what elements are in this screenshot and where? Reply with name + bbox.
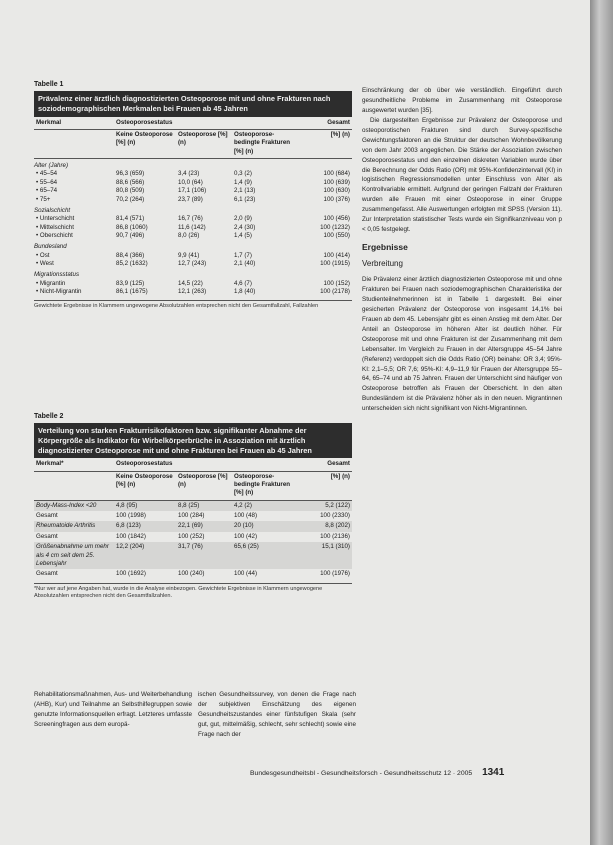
cell-osteoporose: 9,9 (41) xyxy=(178,251,200,259)
cell-gesamt: 100 (1976) xyxy=(320,570,350,578)
row-label: Body-Mass-Index <20 xyxy=(36,501,97,509)
table-row xyxy=(34,187,352,195)
row-label: Gesamt xyxy=(36,512,58,520)
cell-keine: 4,8 (95) xyxy=(116,501,138,509)
table-1-header xyxy=(34,117,352,130)
cell-gesamt: 100 (2178) xyxy=(320,288,350,296)
subheader-frakturen: Osteoporose-bedingte Frakturen [%] (n) xyxy=(234,472,291,497)
cell-keine: 96,3 (659) xyxy=(116,170,145,178)
cell-keine: 100 (1692) xyxy=(116,570,146,578)
cell-gesamt: 100 (2330) xyxy=(320,512,350,520)
cell-frakturen: 4,2 (2) xyxy=(234,501,252,509)
row-label: • Migrantin xyxy=(36,279,66,287)
header-status: Osteoporosestatus xyxy=(116,118,173,126)
cell-osteoporose: 22,1 (69) xyxy=(178,522,203,530)
row-label: • 75+ xyxy=(36,195,51,203)
cell-osteoporose: 10,0 (64) xyxy=(178,178,203,186)
cell-frakturen: 100 (44) xyxy=(234,570,258,578)
table-1-caption: Tabelle 1 xyxy=(34,81,64,88)
cell-gesamt: 100 (630) xyxy=(323,187,350,195)
table-row xyxy=(34,232,352,240)
cell-osteoporose: 100 (252) xyxy=(178,532,205,540)
subheader-gesamt: [%] (n) xyxy=(330,131,350,139)
cell-frakturen: 4,6 (7) xyxy=(234,279,252,287)
cell-frakturen: 1,8 (40) xyxy=(234,288,256,296)
cell-frakturen: 1,7 (7) xyxy=(234,251,252,259)
table-2-caption: Tabelle 2 xyxy=(34,413,64,420)
row-label: • Nicht-Migrantin xyxy=(36,288,82,296)
subheader-osteoporose: Osteoporose [%] (n) xyxy=(178,131,228,147)
group-label: Migrationsstatus xyxy=(34,271,80,279)
cell-gesamt: 100 (376) xyxy=(323,195,350,203)
table-row xyxy=(34,179,352,187)
section-subheading: Verbreitung xyxy=(362,259,403,269)
paragraph: Die dargestellten Ergebnisse zur Prävalenz der Osteoporose und osteoporotischen Frakturen sind durch Survey-spezifische Gewichtungsfaktoren an die Struktur der deutschen Wohnbevölkerung von dem Jahr 2003 angeglichen. Die Stärke der Assoziation zwischen Osteoporosestatus und den einzelnen diskreten Variablen wurde über die Berechnung der Odds Ratio (OR) mit 95%-Konfidenzintervall (KI) in logistischen Regressionsmodellen unter Einschluss von Alter als Kontrollvariable ermittelt. Aufgrund der geringen Fallzahl der Frakturen wurden alle Frauen mit einer Osteoporose in einer Gruppe zusammengefasst. Alle Auswertungen erfolgten mit SPSS (Version 11). Zur Interpretation statistischer Tests wurde ein Signifikanzniveau von p < 0,05 festgelegt. xyxy=(362,116,562,234)
table-2-body xyxy=(34,501,352,580)
table-2 xyxy=(34,412,352,601)
group-label: Alter (Jahre) xyxy=(34,162,69,170)
cell-gesamt: 15,1 (310) xyxy=(321,543,350,551)
cell-frakturen: 2,4 (30) xyxy=(234,223,256,231)
table-1-subheader xyxy=(34,130,352,159)
cell-gesamt: 100 (550) xyxy=(323,232,350,239)
subheader-gesamt: [%] (n) xyxy=(330,472,350,480)
table-1 xyxy=(34,80,352,310)
table-1-note: Gewichtete Ergebnisse in Klammern ungewogene Absolutzahlen entsprechen nicht den Gesamtfallzahl, Fallzahlen xyxy=(34,300,352,311)
header-merkmal: Merkmal* xyxy=(36,460,64,468)
cell-osteoporose: 12,1 (263) xyxy=(178,288,207,296)
table-row xyxy=(34,196,352,204)
cell-gesamt: 100 (2136) xyxy=(320,532,350,540)
table-row xyxy=(34,569,352,579)
subheader-keine: Keine Osteoporose [%] (n) xyxy=(116,472,173,489)
cell-frakturen: 2,1 (13) xyxy=(234,187,256,195)
cell-frakturen: 100 (42) xyxy=(234,532,258,540)
group-label: Sozialschicht xyxy=(34,206,71,214)
cell-keine: 85,2 (1632) xyxy=(116,260,148,268)
right-text-column xyxy=(362,86,562,414)
cell-frakturen: 100 (48) xyxy=(234,512,258,520)
cell-osteoporose: 100 (284) xyxy=(178,512,205,520)
subheader-osteoporose: Osteoporose [%] (n) xyxy=(178,472,228,489)
table-row xyxy=(34,252,352,260)
table-1-body xyxy=(34,162,352,296)
cell-frakturen: 2,0 (9) xyxy=(234,215,252,223)
cell-keine: 86,8 (1060) xyxy=(116,223,148,231)
row-label: • Ost xyxy=(36,251,50,259)
row-label: Größenabnahme um mehr als 4 cm seit dem 25. Lebensjahr xyxy=(36,543,109,567)
cell-keine: 80,8 (509) xyxy=(116,187,145,195)
table-row xyxy=(34,280,352,288)
cell-keine: 100 (1842) xyxy=(116,532,146,540)
table-row xyxy=(34,501,352,511)
cell-osteoporose: 16,7 (76) xyxy=(178,215,203,223)
row-label: • West xyxy=(36,260,54,268)
row-label: Rheumatoide Arthritis xyxy=(36,522,96,530)
subheader-keine: Keine Osteoporose [%] (n) xyxy=(116,131,173,147)
cell-frakturen: 1,4 (5) xyxy=(234,232,252,239)
row-label: • Oberschicht xyxy=(36,232,73,239)
row-label: • 45–54 xyxy=(36,170,58,178)
table-2-note: *Nur wer auf jene Angaben hat, wurde in die Analyse einbezogen. Gewichtete Ergebnisse in Klammern ungewogene Absolutzahlen entsprechen nicht den Gesamtfallzahlen. xyxy=(34,583,352,601)
cell-frakturen: 65,6 (25) xyxy=(234,543,259,551)
cell-frakturen: 1,4 (9) xyxy=(234,178,252,186)
cell-osteoporose: 17,1 (106) xyxy=(178,187,207,195)
cell-keine: 12,2 (204) xyxy=(116,543,145,551)
cell-keine: 90,7 (496) xyxy=(116,232,145,239)
cell-gesamt: 100 (456) xyxy=(323,215,350,223)
bottom-text-right: ischen Gesundheitssurvey, von denen die Frage nach der subjektiven Einschätzung des eigenen Gesundheitszustandes einer fünfstufigen Skala (sehr gut, gut, mittelmäßig, schlecht, sehr schlecht) sowie eine Frage nach der xyxy=(198,691,356,738)
page-edge-shadow xyxy=(590,0,613,845)
header-merkmal: Merkmal xyxy=(36,118,62,126)
row-label: • 65–74 xyxy=(36,187,58,195)
cell-keine: 88,6 (566) xyxy=(116,178,145,186)
cell-osteoporose: 8,8 (25) xyxy=(178,501,200,509)
page-footer xyxy=(250,767,570,778)
paragraph: Die Prävalenz einer ärztlich diagnostizierten Osteoporose mit und ohne Frakturen bei Frauen nach soziodemographischen Charakteristika der Studienteilnehmerinnen ist in Tabelle 1 dargestellt. Bei einer gesicherten Prävalenz der Osteoporose von insgesamt 14,1% bei Frauen ab dem 45. Lebensjahr gibt es einen Anstieg mit dem Alter. Der Anteil an Osteoporose im höheren Alter ist deutlich höher. Für Osteoporose mit und ohne Frakturen ist der Zusammenhang mit dem Lebensalter. Im Vergleich zu Frauen in der Altersgruppe 45–54 Jahre (Referenz) verdoppelt sich die Odds Ratio (OR) beinahe: OR 3,4; 95%-KI: 2,1–5,5; OR 7,6; 95%-KI: 4,9–11,9 für Frauen der Altersgruppe 55–64, 65–74 und ab 75 Jahren. Frauen der Unterschicht sind häufiger von Osteoporose betroffen als Frauen der Oberschicht. In den alten Bundesländern ist die Prävalenz höher als in den neuen. Migrantinnen unterscheiden sich nicht signifikant von Nicht-Migrantinnen. xyxy=(362,276,562,413)
cell-frakturen: 0,3 (2) xyxy=(234,170,252,178)
cell-osteoporose: 100 (240) xyxy=(178,570,205,578)
cell-keine: 81,4 (571) xyxy=(116,215,145,223)
cell-keine: 70,2 (264) xyxy=(116,195,145,203)
cell-keine: 6,8 (123) xyxy=(116,522,141,530)
table-row xyxy=(34,260,352,268)
cell-gesamt: 5,2 (122) xyxy=(325,501,350,509)
row-label: • Mittelschicht xyxy=(36,223,74,231)
table-2-header xyxy=(34,458,352,471)
cell-frakturen: 6,1 (23) xyxy=(234,195,256,203)
cell-osteoporose: 14,5 (22) xyxy=(178,279,203,287)
paragraph: Einschränkung der ob über wie verständlich. Eingeführt durch gesundheitliche Probleme im Zusammenhang mit Osteoporose ausgewertet wurden [35]. xyxy=(362,87,562,114)
header-gesamt: Gesamt xyxy=(327,118,350,126)
cell-keine: 83,9 (125) xyxy=(116,279,145,287)
cell-gesamt: 100 (639) xyxy=(323,178,350,186)
table-2-subheader xyxy=(34,472,352,501)
row-label: • Unterschicht xyxy=(36,215,75,223)
cell-frakturen: 2,1 (40) xyxy=(234,260,256,268)
cell-frakturen: 20 (10) xyxy=(234,522,254,530)
table-row xyxy=(34,170,352,178)
header-gesamt: Gesamt xyxy=(327,460,350,468)
cell-osteoporose: 3,4 (23) xyxy=(178,170,200,178)
cell-keine: 88,4 (366) xyxy=(116,251,145,259)
cell-gesamt: 100 (152) xyxy=(323,279,350,287)
table-row xyxy=(34,224,352,232)
table-row xyxy=(34,215,352,223)
cell-osteoporose: 12,7 (243) xyxy=(178,260,207,268)
table-2-title: Verteilung von starken Frakturrisikofaktoren bzw. signifikanter Abnahme der Körpergröße als Indikator für Wirbelkörperbrüche in Assoziation mit ärztlich diagnostizierter Osteoporose mit und ohne Frakturen bei Frauen ab 45 Jahren xyxy=(34,423,352,458)
cell-keine: 86,1 (1675) xyxy=(116,288,148,296)
cell-gesamt: 8,8 (202) xyxy=(325,522,350,530)
table-row xyxy=(34,542,352,569)
cell-gesamt: 100 (414) xyxy=(323,251,350,259)
subheader-frakturen: Osteoporose-bedingte Frakturen [%] (n) xyxy=(234,131,291,155)
cell-osteoporose: 31,7 (76) xyxy=(178,543,203,551)
cell-keine: 100 (1998) xyxy=(116,512,146,520)
table-1-title: Prävalenz einer ärztlich diagnostizierten Osteoporose mit und ohne Frakturen nach soziodemographischen Merkmalen bei Frauen ab 45 Jahren xyxy=(34,91,352,116)
table-row xyxy=(34,521,352,531)
cell-gesamt: 100 (1232) xyxy=(320,223,350,231)
table-row xyxy=(34,532,352,542)
cell-gesamt: 100 (684) xyxy=(323,170,350,178)
group-label: Bundesland xyxy=(34,243,67,251)
page-number: 1341 xyxy=(482,767,505,778)
table-row xyxy=(34,288,352,296)
journal-name: Bundesgesundheitsbl - Gesundheitsforsch - Gesundheitsschutz 12 · 2005 xyxy=(250,770,473,777)
section-heading: Ergebnisse xyxy=(362,242,408,253)
header-status: Osteoporosestatus xyxy=(116,460,173,468)
cell-osteoporose: 8,0 (26) xyxy=(178,232,200,239)
row-label: Gesamt xyxy=(36,570,58,578)
cell-gesamt: 100 (1915) xyxy=(320,260,350,268)
cell-osteoporose: 23,7 (89) xyxy=(178,195,203,203)
table-row xyxy=(34,511,352,521)
bottom-text-left: Rehabilitationsmaßnahmen, Aus- und Weiterbehandlung (AHB), Kur) und Teilnahme an Selbsthilfegruppen sowie genutzte Informationsquellen erfragt. Letzteres umfasste Screeningfragen aus dem europä- xyxy=(34,691,192,728)
cell-osteoporose: 11,6 (142) xyxy=(178,223,206,231)
row-label: Gesamt xyxy=(36,532,58,540)
row-label: • 55–64 xyxy=(36,178,58,186)
